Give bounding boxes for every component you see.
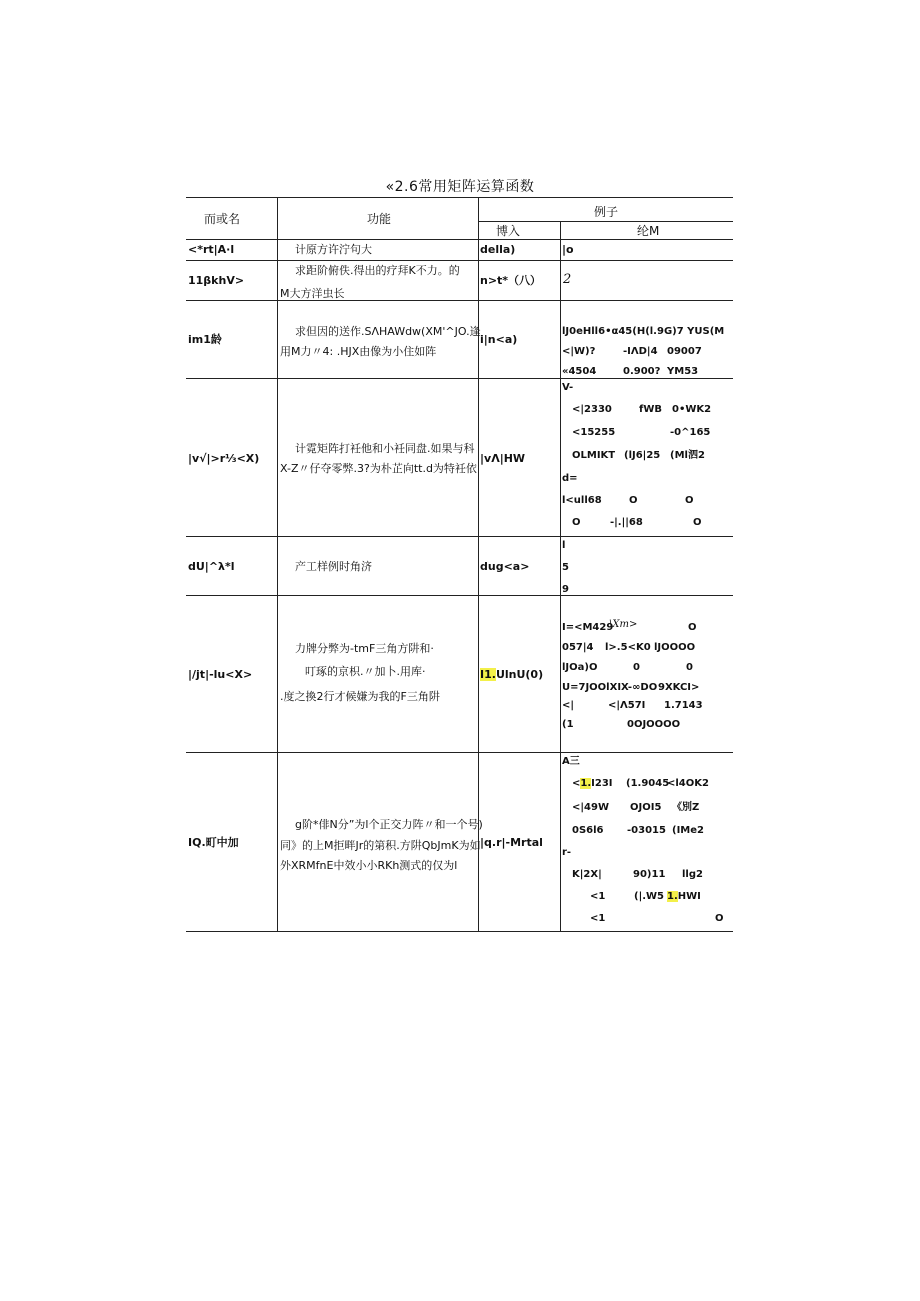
row-6-function-line-2: 叮琢的京枳.〃加卜.用库·: [305, 665, 426, 678]
row-6-result-value: 057|4: [562, 642, 594, 653]
header-input: 博入: [496, 224, 521, 238]
row-7-result-value: -03015: [627, 825, 666, 836]
row-7-result-value: I23I: [591, 778, 613, 789]
row-4-result-value: O: [629, 495, 638, 506]
rule-bottom: [186, 931, 733, 932]
row-3-result-line-1: lJ0eHll6•α45(H(l.9G)7 YUS(M: [562, 326, 725, 337]
row-7-result-value: llg2: [682, 869, 703, 880]
row-7-result-value: r-: [562, 847, 572, 858]
row-1-name: <*rt|A·l: [188, 243, 235, 256]
row-3-result-value: 0.900?: [623, 366, 661, 377]
rule-col-1: [277, 197, 278, 932]
row-1-function: 计原方许泞句大: [295, 243, 372, 256]
row-3-name: im1龄: [188, 333, 222, 346]
row-7-result-value: <|49W: [572, 802, 609, 813]
row-7-result-value: <1.I23I: [572, 778, 613, 789]
row-7-input: |q.r|-Mrtal: [480, 836, 543, 849]
row-4-result-value: O: [685, 495, 694, 506]
row-4-result-value: -0^165: [670, 427, 711, 438]
row-7-result-value: (1.9045: [626, 778, 670, 789]
row-6-result-value: 1.7143: [664, 700, 703, 711]
row-7-function-line-1: g阶*俳N分”为l个正交力阵〃和一个号): [295, 818, 483, 831]
row-6-result-value: 0: [633, 662, 640, 673]
row-7-result-value: 90)11: [633, 869, 666, 880]
row-4-function-line-2: X-Z〃仔夺零弊.3?为朴芷向tt.d为特衽依: [280, 462, 477, 475]
row-4-result-value: fWB: [639, 404, 663, 415]
rule-row-6: [186, 752, 733, 753]
row-7-result-value: 0S6l6: [572, 825, 604, 836]
row-7-result-highlight: 1.: [667, 891, 678, 902]
row-6-result-value: l>.5<K0: [605, 642, 651, 653]
row-4-result-value: V-: [562, 382, 574, 393]
header-result: 纶M: [637, 224, 660, 238]
row-3-input: i|n<a): [480, 333, 518, 346]
row-7-result-highlight: 1.: [580, 778, 592, 789]
rule-top: [186, 197, 733, 198]
row-4-result-value: l<ull68: [562, 495, 602, 506]
row-6-result-value: lJOOOO: [654, 642, 696, 653]
row-7-result-value: <l4OK2: [667, 778, 709, 789]
row-3-result-value: «4504: [562, 366, 597, 377]
row-7-result-value: OJOI5: [630, 802, 662, 813]
row-1-input: della): [480, 243, 516, 256]
rule-col-3: [560, 221, 561, 932]
row-7-result-value: <1: [590, 891, 606, 902]
row-7-function-line-2: 同》的上M拒畔Jr的第积.方阱QbJmK为如: [280, 839, 481, 852]
row-2-function-line-2: M大方洋虫长: [280, 287, 345, 300]
row-7-result-value: A三: [562, 756, 580, 767]
row-6-result-value: (1: [562, 719, 574, 730]
row-3-function-line-2: 用M力〃4: .HJX由像为小住如阵: [280, 345, 437, 358]
row-5-result-value: l: [562, 540, 566, 551]
row-5-name: dU|^λ*l: [188, 560, 235, 573]
row-7-result-value: O: [715, 913, 724, 924]
row-3-result-value: 09007: [667, 346, 702, 357]
row-3-function-line-1: 求但因的送作.SΛHAWdw(XM'^JO.逢: [295, 325, 481, 338]
row-6-result-value: 0: [686, 662, 693, 673]
row-2-function-line-1: 求距阶俯佚.得出的疗拜K不力。的: [295, 264, 460, 277]
rule-header-bottom: [186, 239, 733, 240]
row-5-result-value: 9: [562, 584, 569, 595]
row-7-name: IQ.町中加: [188, 836, 239, 849]
row-7-result-value: 《別Z: [672, 802, 700, 813]
row-7-function-line-3: 外XRMfnE中效小小RKh测式的仅为l: [280, 859, 458, 872]
row-6-name: |/jt|-lu<X>: [188, 668, 253, 681]
row-7-result-value: K|2X|: [572, 869, 602, 880]
header-function: 功能: [367, 212, 392, 226]
row-4-result-value: (lJ6|25: [624, 450, 661, 461]
row-4-result-value: d=: [562, 473, 578, 484]
row-6-result-value: U=7JOOlXIX-∞DO: [562, 682, 658, 693]
row-6-result-value: 0OJOOOO: [627, 719, 681, 730]
row-2-name: 11βkhV>: [188, 274, 245, 287]
rule-subheader: [478, 221, 733, 222]
row-7-result-value: (|.W5: [634, 891, 665, 902]
row-1-result: |o: [562, 243, 574, 256]
row-6-result-value: \Xm>: [609, 619, 638, 630]
row-6-result-value: 9XKCI>: [658, 682, 700, 693]
row-7-result-value: <1: [590, 913, 606, 924]
header-name: 而或名: [204, 212, 241, 226]
rule-row-4: [186, 536, 733, 537]
row-4-result-value: <|2330: [572, 404, 612, 415]
rule-row-1: [186, 260, 733, 261]
rule-row-3: [186, 378, 733, 379]
row-3-result-value: -IΛD|4: [623, 346, 658, 357]
row-4-function-line-1: 计霓矩阵打衽他和小衽同盘.如果与科: [295, 442, 475, 455]
row-3-result-value: YM53: [667, 366, 699, 377]
row-5-function: 产工样例时角济: [295, 560, 372, 573]
row-7-result-value: [667, 891, 701, 903]
row-6-input: [480, 668, 543, 682]
row-6-result-value: lJOa)O: [562, 662, 598, 673]
row-5-result-value: 5: [562, 562, 569, 573]
row-2-input: n>t*（八）: [480, 274, 542, 287]
row-4-result-value: O: [572, 517, 581, 528]
row-6-input-highlight: I1.: [480, 668, 496, 681]
row-4-result-value: (Ml泗2: [670, 450, 705, 461]
row-7-result-value: (IMe2: [672, 825, 704, 836]
row-4-result-value: -|.||68: [610, 517, 643, 528]
row-6-input-text: UlnU(0): [495, 668, 544, 681]
row-4-result-value: <15255: [572, 427, 616, 438]
row-6-result-value: <|: [562, 700, 575, 711]
row-4-result-value: O: [693, 517, 702, 528]
row-4-result-value: 0•WK2: [672, 404, 712, 415]
row-5-input: dug<a>: [480, 560, 530, 573]
row-6-result-value: I=<M429: [562, 622, 614, 633]
row-7-result-value: HWI: [677, 891, 701, 902]
row-4-result-value: OLMIKT: [572, 450, 616, 461]
row-6-function-line-1: 力牌分弊为-tmF三角方阱和·: [295, 642, 434, 655]
table-title: «2.6常用矩阵运算函数: [385, 179, 535, 195]
rule-row-5: [186, 595, 733, 596]
row-4-name: |v√|>r⅓<X): [188, 452, 260, 465]
header-example: 例子: [594, 205, 619, 219]
row-3-result-value: <|W)?: [562, 346, 596, 357]
row-6-result-value: O: [688, 622, 697, 633]
row-6-result-value: <|Λ57I: [608, 700, 646, 711]
row-4-input: |vΛ|HW: [480, 452, 526, 465]
row-2-result: 2: [563, 272, 572, 287]
rule-row-2: [186, 300, 733, 301]
row-6-function-line-3: .度之換2行才候嫌为我的F三角阱: [280, 690, 440, 703]
